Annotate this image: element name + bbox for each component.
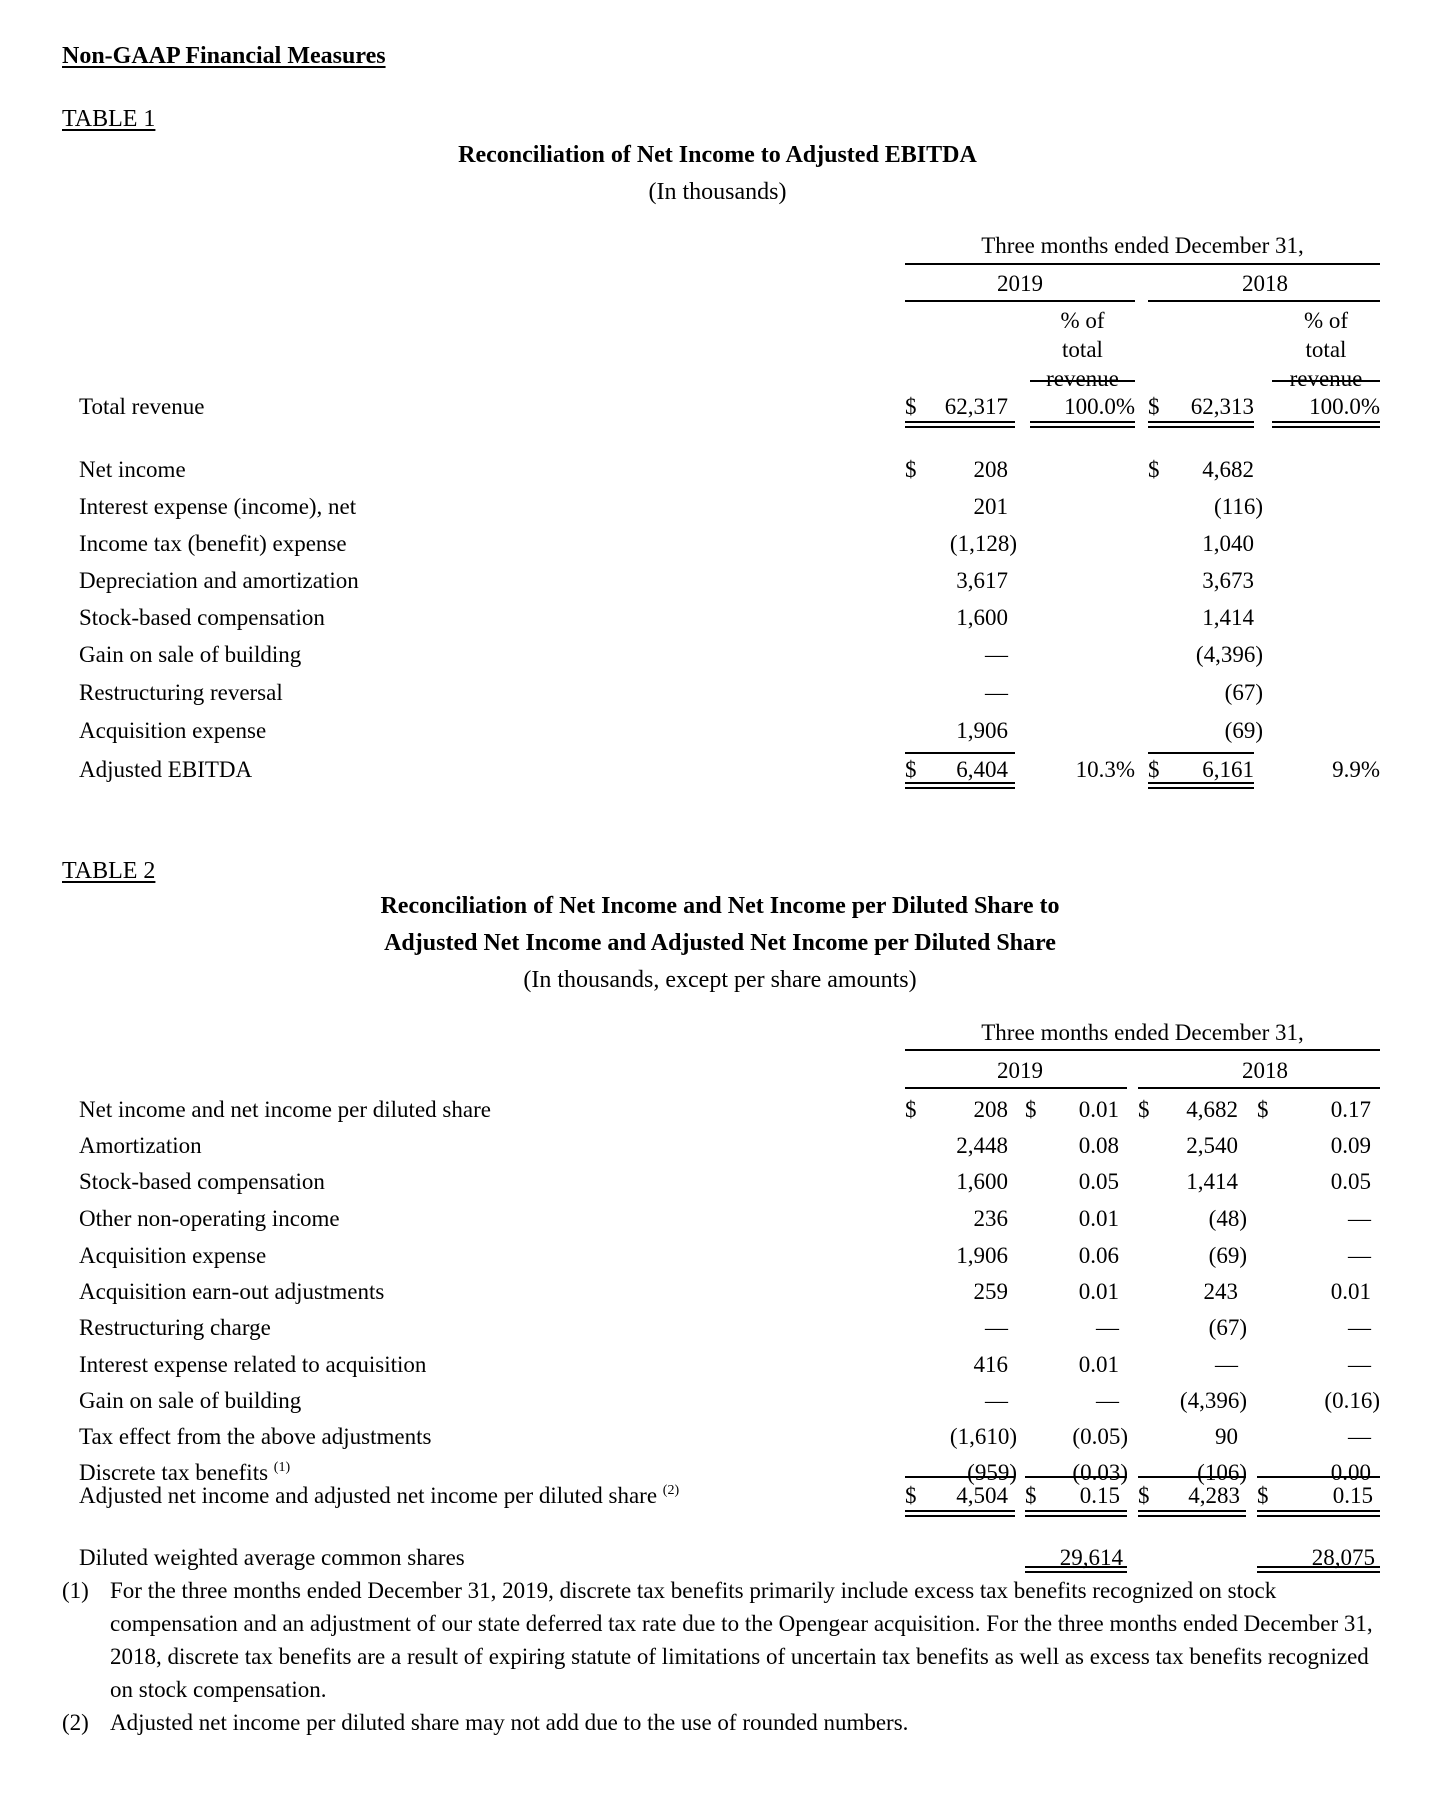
currency-symbol: $ [905,757,917,782]
table1-pct-header-2018-line1: % of [1303,308,1349,333]
value-2018: 6,161 [1202,757,1254,782]
per-share-2018: 0.05 [1330,1169,1371,1194]
table1-pct-header-2019-line2: total [1062,337,1103,362]
row-label [79,1098,491,1121]
pct-2019: 10.3% [1075,757,1135,782]
footnote-number: (2) [62,1710,89,1735]
currency-symbol: $ [1025,1483,1037,1508]
per-share-2019: 0.08 [1078,1133,1119,1158]
per-share-2019: 0.01 [1078,1279,1119,1304]
per-share-2019: 0.01 [1078,1206,1119,1231]
table1-title: Reconciliation of Net Income to Adjusted EBITDA [458,142,977,168]
amount-2018: (4,396) [1179,1388,1247,1413]
amount-2019: 236 [973,1206,1008,1231]
row-label [79,1484,679,1507]
per-share-2019: (0.05) [1072,1424,1128,1449]
value-2018: (69) [1224,718,1263,743]
amount-2018: — [1215,1352,1238,1377]
value-2018: (4,396) [1195,642,1263,667]
amount-2018: 4,682 [1186,1097,1238,1122]
currency-symbol: $ [1025,1097,1037,1122]
amount-2018: (106) [1197,1460,1247,1485]
footnote-number: (1) [62,1578,89,1603]
footnote-ref: (1) [273,1460,291,1475]
value-2018: (67) [1224,680,1263,705]
amount-2018: 1,414 [1186,1169,1238,1194]
row-label [79,1170,325,1193]
row-label-text: Tax effect from the above adjustments [79,1424,432,1449]
row-label-text: Restructuring charge [79,1315,271,1340]
amount-2019: 416 [973,1352,1008,1377]
value-2019: 201 [973,494,1008,519]
pct-2018: 9.9% [1332,757,1380,782]
per-share-2019: 0.15 [1079,1483,1120,1508]
row-label-text: Stock-based compensation [79,1169,325,1194]
row-label-text: Net income and net income per diluted share [79,1097,491,1122]
value-2019: — [985,680,1008,705]
per-share-2019: — [1096,1315,1119,1340]
currency-symbol: $ [905,1483,917,1508]
table2-title-line2: Adjusted Net Income and Adjusted Net Income per Diluted Share [384,930,1056,956]
amount-2019: — [985,1388,1008,1413]
table1-subtitle: (In thousands) [648,179,787,205]
currency-symbol: $ [1138,1483,1150,1508]
amount-2018: 243 [1203,1279,1238,1304]
amount-2018: 90 [1215,1424,1238,1449]
row-label: Net income [79,457,186,482]
row-label [79,1280,384,1303]
table1-pct-header-2018-line3: revenue [1289,366,1363,391]
value-2018: 4,682 [1202,457,1254,482]
amount-2019: (1,610) [949,1424,1017,1449]
footnote-text: Adjusted net income per diluted share may not add due to the use of rounded numbers. [110,1710,909,1735]
row-label: Income tax (benefit) expense [79,531,347,556]
amount-2018: 2,540 [1186,1133,1238,1158]
amount-2018: 4,283 [1188,1483,1240,1508]
per-share-2019: — [1096,1388,1119,1413]
per-share-2019: 0.01 [1078,1097,1119,1122]
amount-2018: (48) [1208,1206,1247,1231]
currency-symbol: $ [1148,457,1160,482]
per-share-2018: 0.09 [1330,1133,1371,1158]
amount-2019: 1,600 [956,1169,1008,1194]
per-share-2019: 0.05 [1078,1169,1119,1194]
table2-label: TABLE 2 [62,858,156,884]
table2-year-2019: 2019 [997,1058,1043,1083]
amount-2019: — [985,1315,1008,1340]
table1-pct-header-2019-line3: revenue [1046,366,1119,391]
value-2018: 62,313 [1190,394,1254,419]
table2-subtitle: (In thousands, except per share amounts) [523,967,917,993]
currency-symbol: $ [1148,757,1160,782]
row-label: Stock-based compensation [79,605,325,630]
value-2019: — [985,642,1008,667]
per-share-2018: 0.01 [1330,1279,1371,1304]
amount-2019: 1,906 [956,1243,1008,1268]
value-2018: 1,414 [1202,605,1254,630]
shares-2019: 29,614 [1059,1545,1123,1570]
table1-year-2019: 2019 [997,271,1043,296]
value-2019: 3,617 [956,568,1008,593]
per-share-2018: (0.16) [1324,1388,1380,1413]
currency-symbol: $ [905,394,917,419]
value-2019: 208 [973,457,1008,482]
row-label-text: Acquisition earn-out adjustments [79,1279,385,1304]
row-label: Gain on sale of building [79,642,302,667]
value-2019: 1,906 [956,718,1008,743]
amount-2019: 259 [973,1279,1008,1304]
currency-symbol: $ [1138,1097,1150,1122]
footnote-2 [62,1706,1392,1739]
footnote-ref: (2) [662,1483,680,1498]
per-share-2018: — [1348,1315,1371,1340]
per-share-2018: — [1348,1206,1371,1231]
per-share-2018: 0.15 [1332,1483,1373,1508]
table2-period-header: Three months ended December 31, [981,1020,1304,1045]
row-label: Restructuring reversal [79,680,283,705]
pct-2019: 100.0% [1064,394,1135,419]
table1-period-header: Three months ended December 31, [981,233,1304,258]
currency-symbol: $ [1257,1097,1269,1122]
row-label-text: Other non-operating income [79,1206,340,1231]
value-2019: 62,317 [944,394,1008,419]
row-label-text: Interest expense related to acquisition [79,1352,427,1377]
pct-2018: 100.0% [1309,394,1380,419]
currency-symbol: $ [1257,1483,1269,1508]
table2-year-2018: 2018 [1242,1058,1288,1083]
value-2018: 1,040 [1202,531,1254,556]
row-label: Interest expense (income), net [79,494,357,519]
table1-pct-header-2019-line1: % of [1060,308,1105,333]
table2-title-line1: Reconciliation of Net Income and Net Income per Diluted Share to [380,893,1060,919]
row-label: Total revenue [79,394,205,419]
amount-2019: (959) [967,1460,1017,1485]
amount-2018: (69) [1208,1243,1247,1268]
currency-symbol: $ [905,457,917,482]
row-label-text: Amortization [79,1133,202,1158]
value-2018: 3,673 [1202,568,1254,593]
value-2019: 6,404 [956,757,1008,782]
amount-2019: 2,448 [956,1133,1008,1158]
shares-2018: 28,075 [1311,1545,1375,1570]
row-label [79,1425,431,1448]
footnote-1 [62,1574,1392,1706]
row-label-text: Adjusted net income and adjusted net income per diluted share [79,1483,658,1508]
amount-2019: 208 [973,1097,1008,1122]
table1-pct-header-2018-line2: total [1305,337,1347,362]
row-label-text: Discrete tax benefits [79,1460,269,1485]
amount-2019: 4,504 [956,1483,1008,1508]
page-title: Non-GAAP Financial Measures [62,43,386,69]
amount-2018: (67) [1208,1315,1247,1340]
per-share-2019: 0.06 [1078,1243,1119,1268]
value-2019: (1,128) [949,531,1017,556]
row-label [79,1316,271,1339]
value-2019: 1,600 [956,605,1008,630]
currency-symbol: $ [905,1097,917,1122]
row-label [79,1389,301,1412]
value-2018: (116) [1214,494,1263,519]
row-label: Diluted weighted average common shares [79,1545,465,1570]
table1-label: TABLE 1 [62,106,156,132]
per-share-2018: 0.00 [1330,1460,1371,1485]
table1-year-2018: 2018 [1242,271,1288,296]
row-label [79,1353,426,1376]
currency-symbol: $ [1148,394,1160,419]
per-share-2019: (0.03) [1072,1460,1128,1485]
row-label [79,1134,202,1157]
row-label [79,1244,266,1267]
row-label-text: Gain on sale of building [79,1388,302,1413]
row-label [79,1461,290,1484]
per-share-2018: — [1348,1243,1371,1268]
per-share-2018: — [1348,1352,1371,1377]
row-label: Acquisition expense [79,718,267,743]
row-label: Adjusted EBITDA [79,757,253,782]
per-share-2018: 0.17 [1330,1097,1371,1122]
per-share-2019: 0.01 [1078,1352,1119,1377]
row-label-text: Acquisition expense [79,1243,267,1268]
row-label: Depreciation and amortization [79,568,359,593]
row-label [79,1207,340,1230]
footnote-text: For the three months ended December 31, 2019, discrete tax benefits primarily include excess tax benefits recognized on stock compensation and an adjustment of our state deferred tax rate due to the Opengear acquisition. For the three months ended December 31, 2018, discrete tax benefits are a result of expiring statute of limitations of uncertain tax benefits as well as excess tax benefits recognized on stock compensation. [110,1578,1373,1702]
per-share-2018: — [1348,1424,1371,1449]
